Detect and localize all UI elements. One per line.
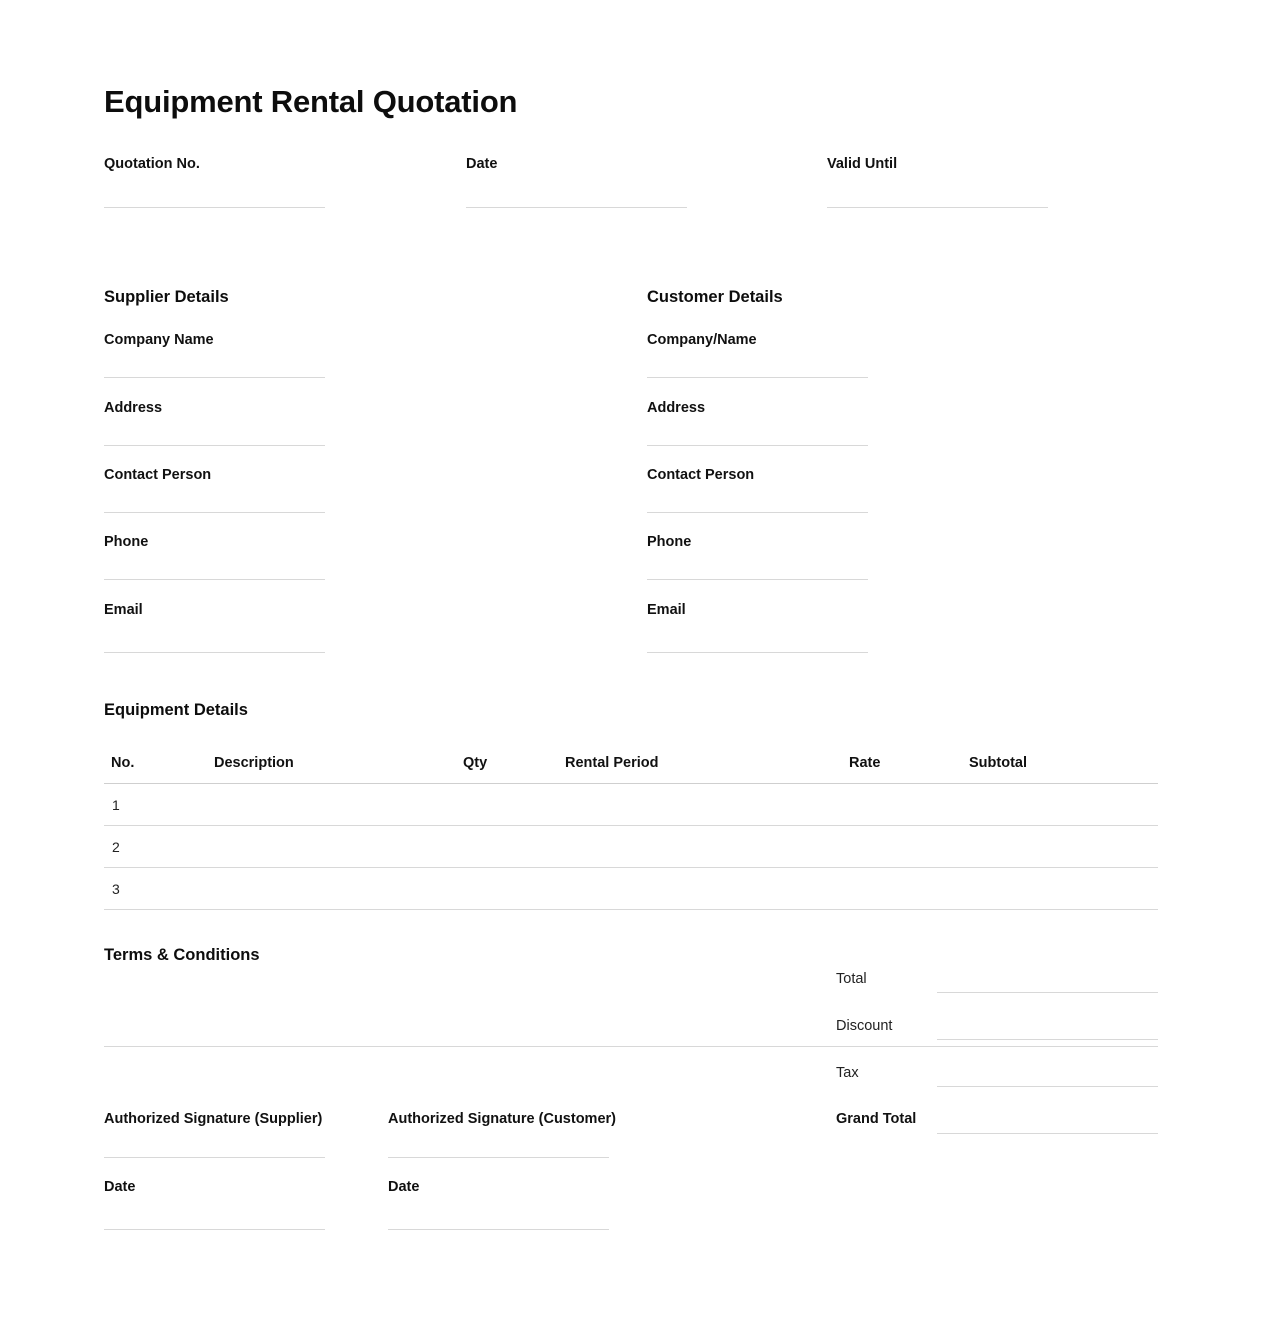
supplier-address-input[interactable] xyxy=(104,445,325,446)
supplier-date-label: Date xyxy=(104,1179,136,1195)
supplier-date-input[interactable] xyxy=(104,1229,325,1230)
column-header-rate: Rate xyxy=(849,755,881,771)
customer-contact-person-input[interactable] xyxy=(647,512,868,513)
customer-email-input[interactable] xyxy=(647,652,868,653)
customer-details-heading: Customer Details xyxy=(647,288,783,306)
customer-contact-person-label: Contact Person xyxy=(647,467,755,483)
supplier-details-heading: Supplier Details xyxy=(104,288,229,306)
table-row-1[interactable] xyxy=(104,825,1158,826)
supplier-phone-input[interactable] xyxy=(104,579,325,580)
supplier-phone-label: Phone xyxy=(104,534,149,550)
customer-address-label: Address xyxy=(647,400,706,416)
customer-email-label: Email xyxy=(647,602,686,618)
grand-total-input[interactable] xyxy=(937,1133,1158,1134)
column-header-subtotal: Subtotal xyxy=(969,755,1027,771)
table-row-1-no: 1 xyxy=(112,797,120,813)
terms-conditions-heading: Terms & Conditions xyxy=(104,946,260,964)
valid-until-input[interactable] xyxy=(827,207,1048,208)
customer-date-input[interactable] xyxy=(388,1229,609,1230)
tax-label: Tax xyxy=(836,1065,859,1081)
total-label: Total xyxy=(836,971,867,987)
supplier-email-input[interactable] xyxy=(104,652,325,653)
supplier-email-label: Email xyxy=(104,602,143,618)
grand-total-label: Grand Total xyxy=(836,1111,917,1127)
discount-label: Discount xyxy=(836,1018,893,1034)
supplier-signature-input[interactable] xyxy=(104,1157,325,1158)
column-header-qty: Qty xyxy=(463,755,488,771)
tax-input[interactable] xyxy=(937,1086,1158,1087)
date-label: Date xyxy=(466,156,498,172)
supplier-signature-label: Authorized Signature (Supplier) xyxy=(104,1111,323,1127)
column-header-no: No. xyxy=(111,755,135,771)
supplier-address-label: Address xyxy=(104,400,163,416)
customer-signature-label: Authorized Signature (Customer) xyxy=(388,1111,616,1127)
quotation-no-label: Quotation No. xyxy=(104,156,200,172)
customer-company-name-input[interactable] xyxy=(647,377,868,378)
table-row-3[interactable] xyxy=(104,909,1158,910)
table-header-divider xyxy=(104,783,1158,784)
quotation-no-input[interactable] xyxy=(104,207,325,208)
page-title: Equipment Rental Quotation xyxy=(104,84,518,119)
customer-phone-input[interactable] xyxy=(647,579,868,580)
table-row-3-no: 3 xyxy=(112,881,120,897)
column-header-description: Description xyxy=(214,755,294,771)
customer-date-label: Date xyxy=(388,1179,420,1195)
date-input[interactable] xyxy=(466,207,687,208)
supplier-company-name-input[interactable] xyxy=(104,377,325,378)
supplier-contact-person-input[interactable] xyxy=(104,512,325,513)
supplier-contact-person-label: Contact Person xyxy=(104,467,212,483)
customer-signature-input[interactable] xyxy=(388,1157,609,1158)
equipment-details-heading: Equipment Details xyxy=(104,701,248,719)
supplier-company-name-label: Company Name xyxy=(104,332,214,348)
terms-conditions-input[interactable] xyxy=(104,1046,1158,1047)
valid-until-label: Valid Until xyxy=(827,156,898,172)
customer-company-name-label: Company/Name xyxy=(647,332,757,348)
table-row-2[interactable] xyxy=(104,867,1158,868)
customer-phone-label: Phone xyxy=(647,534,692,550)
table-row-2-no: 2 xyxy=(112,839,120,855)
total-input[interactable] xyxy=(937,992,1158,993)
customer-address-input[interactable] xyxy=(647,445,868,446)
discount-input[interactable] xyxy=(937,1039,1158,1040)
column-header-rental-period: Rental Period xyxy=(565,755,659,771)
